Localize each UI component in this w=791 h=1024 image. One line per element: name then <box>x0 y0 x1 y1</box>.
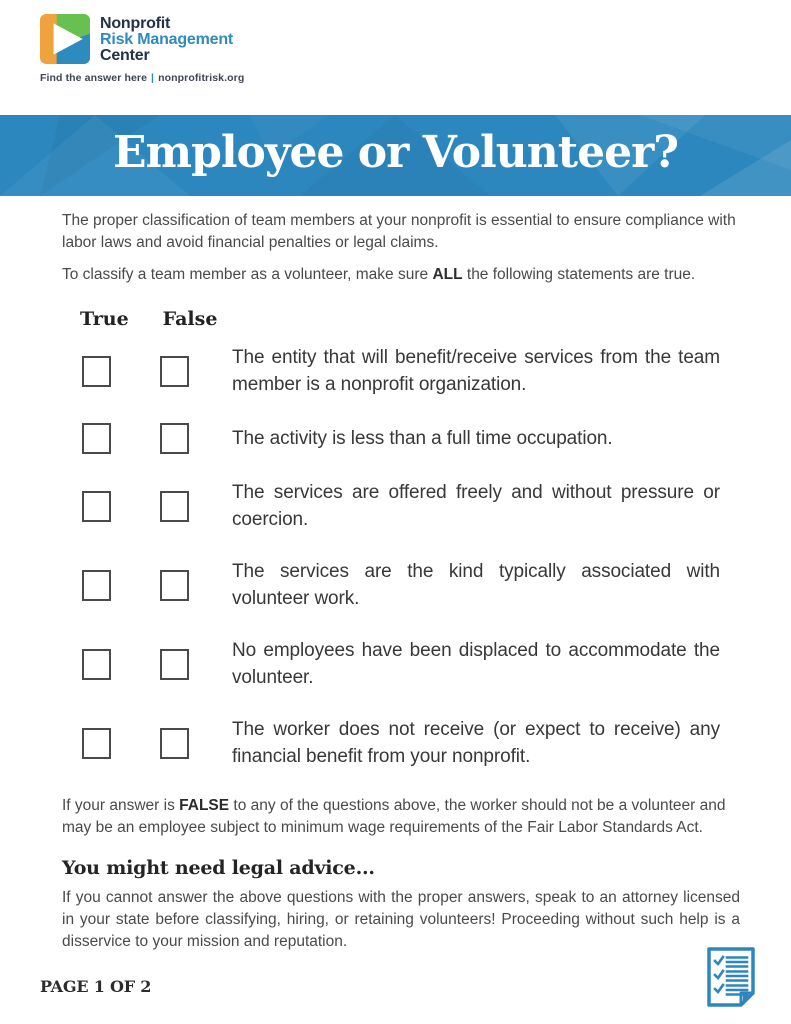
false-checkbox-2[interactable] <box>160 423 189 454</box>
column-header-false: False <box>162 308 218 330</box>
checklist-row <box>62 637 740 691</box>
false-checkbox-1[interactable] <box>160 356 189 387</box>
true-checkbox-6[interactable] <box>82 728 111 759</box>
intro-paragraph-1: The proper classification of team members at your nonprofit is essential to ensure compliance with labor laws and avoid financial penalties or legal claims. <box>62 212 736 251</box>
true-checkbox-3[interactable] <box>82 491 111 522</box>
true-checkbox-2[interactable] <box>82 423 111 454</box>
nonprofit-risk-logo-icon <box>40 14 90 64</box>
main-content <box>62 210 740 953</box>
true-checkbox-4[interactable] <box>82 570 111 601</box>
logo-line1: Nonprofit <box>100 15 171 32</box>
statement-text: The activity is less than a full time occupation. <box>232 428 613 449</box>
checklist-row <box>62 558 740 612</box>
checklist-row <box>62 423 740 454</box>
answer-note-prefix: If your answer is <box>62 797 180 814</box>
intro-p2-prefix: To classify a team member as a volunteer, make sure <box>62 266 433 283</box>
checklist-row <box>62 479 740 533</box>
false-checkbox-3[interactable] <box>160 491 189 522</box>
checklist-row <box>62 344 740 398</box>
false-answer-note <box>62 795 740 839</box>
legal-advice-heading: You might need legal advice... <box>62 857 375 879</box>
intro-p2-suffix: the following statements are true. <box>462 266 696 283</box>
column-header-true: True <box>80 308 129 330</box>
true-checkbox-1[interactable] <box>82 356 111 387</box>
checklist-document-icon <box>704 944 758 1010</box>
checklist-row <box>62 716 740 770</box>
statement-text: The worker does not receive (or expect to receive) any financial benefit from your nonprofit. <box>232 719 720 767</box>
page-title: Employee or Volunteer? <box>112 126 679 178</box>
statement-text: No employees have been displaced to accommodate the volunteer. <box>232 640 720 688</box>
tagline-text: Find the answer here <box>40 72 148 84</box>
false-checkbox-6[interactable] <box>160 728 189 759</box>
logo-website-url: nonprofitrisk.org <box>158 72 245 84</box>
intro-p2-all-bold: ALL <box>432 266 463 283</box>
false-checkbox-5[interactable] <box>160 649 189 680</box>
column-headers <box>62 308 740 330</box>
answer-note-suffix: to any of the questions above, the worker should not be a volunteer and may be an employee subject to minimum wage requirements of the Fair Labor Standards Act. <box>62 797 726 836</box>
title-banner <box>0 115 791 196</box>
intro-paragraph-2 <box>62 264 740 286</box>
answer-note-false-bold: FALSE <box>179 797 230 814</box>
logo-tagline <box>40 72 244 84</box>
statement-text: The services are the kind typically associated with volunteer work. <box>232 561 720 609</box>
statement-text: The services are offered freely and without pressure or coercion. <box>232 482 720 530</box>
false-checkbox-4[interactable] <box>160 570 189 601</box>
tagline-separator: | <box>151 72 155 84</box>
page-number-label: PAGE 1 OF 2 <box>40 977 152 996</box>
logo-block <box>40 14 244 84</box>
statement-text: The entity that will benefit/receive services from the team member is a nonprofit organization. <box>232 347 720 395</box>
logo-line2: Risk Management <box>100 31 234 48</box>
logo-line3: Center <box>100 47 150 64</box>
true-checkbox-5[interactable] <box>82 649 111 680</box>
logo-wordmark <box>100 14 233 64</box>
legal-advice-body: If you cannot answer the above questions with the proper answers, speak to an attorney licensed in your state before classifying, hiring, or retaining volunteers! Proceeding without such help is a disservice to your mission and reputation. <box>62 889 740 950</box>
